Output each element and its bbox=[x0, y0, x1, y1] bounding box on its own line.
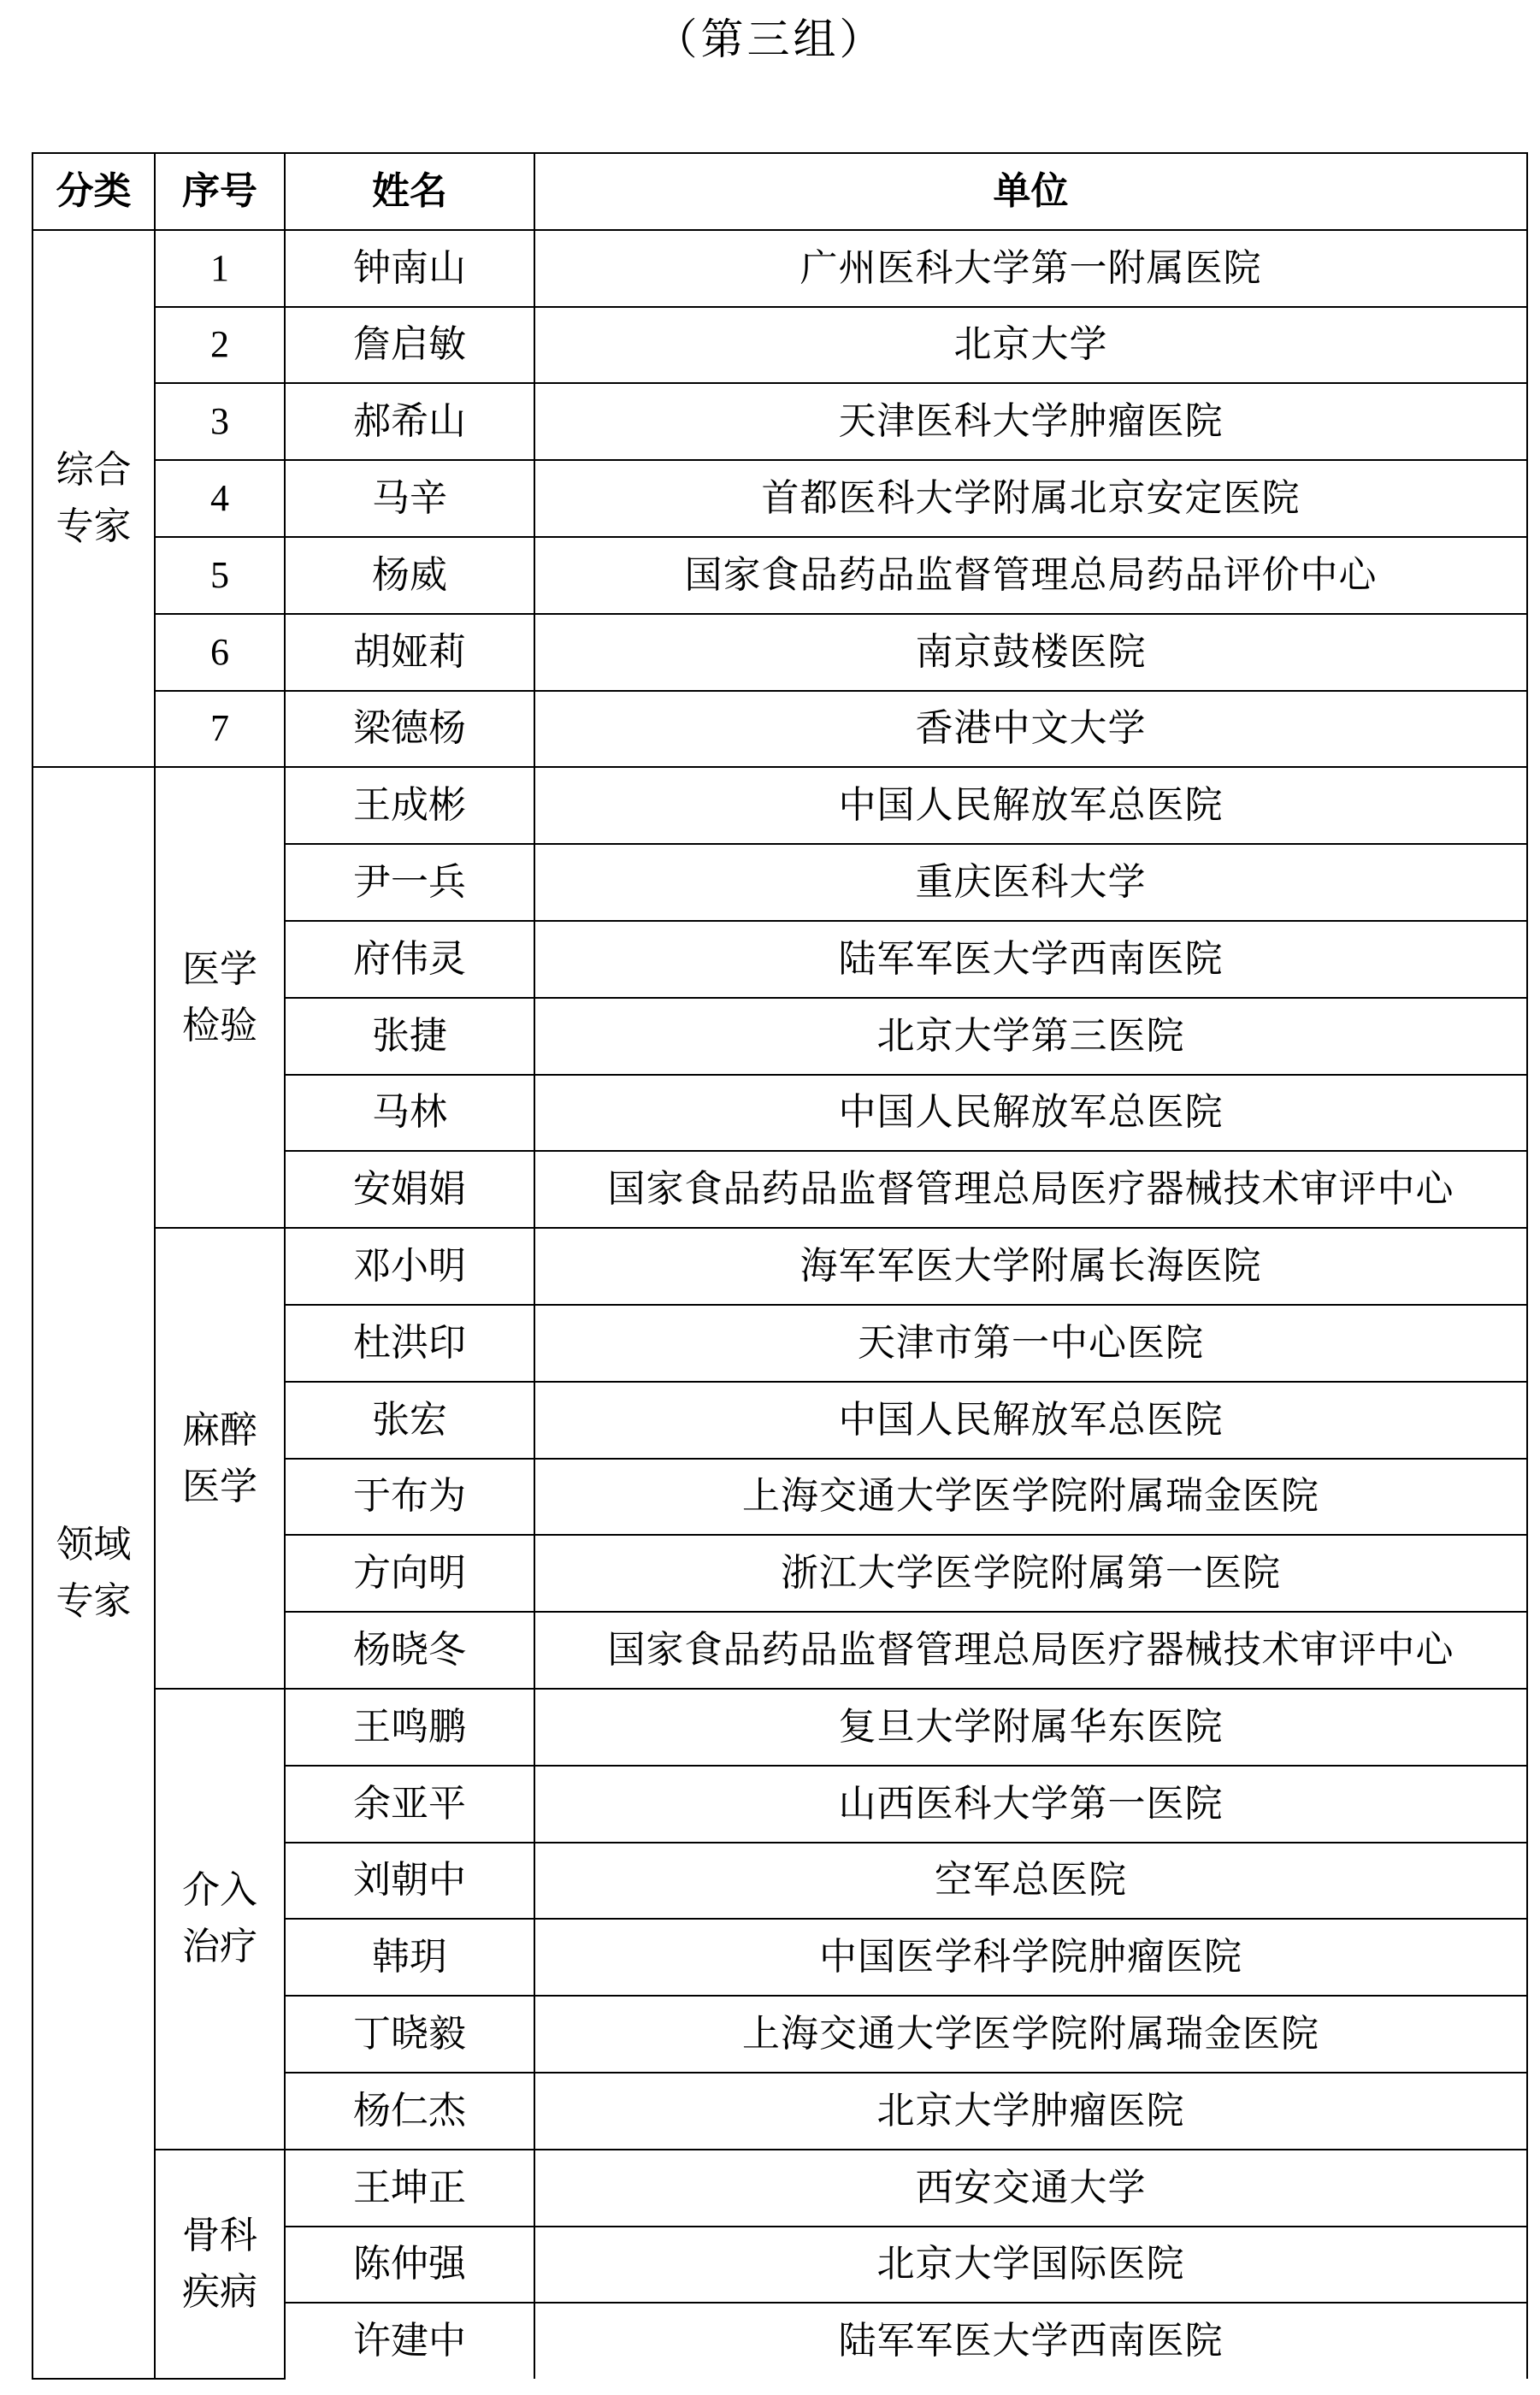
name-cell bbox=[285, 537, 534, 614]
unit-cell bbox=[534, 1382, 1527, 1459]
name-cell-text: 郝希山 bbox=[353, 399, 466, 444]
category-cell-general-text: 综合专家 bbox=[56, 448, 132, 549]
unit-cell-text: 中国医学科学院肿瘤医院 bbox=[819, 1935, 1242, 1979]
name-cell-text: 邓小明 bbox=[353, 1243, 466, 1288]
unit-cell bbox=[534, 767, 1527, 844]
name-cell bbox=[285, 307, 534, 384]
name-cell bbox=[285, 1535, 534, 1612]
name-cell-text: 马林 bbox=[372, 1090, 447, 1135]
subcategory-cell-text: 医学检验 bbox=[182, 947, 257, 1047]
name-cell-text: 刘朝中 bbox=[353, 1858, 466, 1902]
seq-cell bbox=[155, 460, 285, 537]
unit-cell bbox=[534, 307, 1527, 384]
unit-cell-text: 浙江大学医学院附属第一医院 bbox=[781, 1551, 1281, 1596]
name-cell bbox=[285, 1382, 534, 1459]
subcategory-cell bbox=[155, 1228, 285, 1689]
seq-cell bbox=[155, 230, 285, 307]
name-cell-text: 杨晓冬 bbox=[353, 1627, 466, 1672]
unit-cell bbox=[534, 998, 1527, 1075]
unit-cell-text: 国家食品药品监督管理总局药品评价中心 bbox=[684, 552, 1378, 597]
unit-cell bbox=[534, 2303, 1527, 2379]
name-cell bbox=[285, 1919, 534, 1996]
name-cell-text: 府伟灵 bbox=[353, 936, 466, 981]
seq-cell bbox=[155, 614, 285, 691]
unit-cell-text: 重庆医科大学 bbox=[915, 859, 1147, 904]
name-cell-text: 方向明 bbox=[353, 1551, 466, 1596]
table-body bbox=[32, 230, 1527, 2379]
name-cell-text: 丁晓毅 bbox=[353, 2011, 466, 2056]
name-cell bbox=[285, 1843, 534, 1920]
seq-cell-text: 1 bbox=[210, 246, 229, 289]
unit-cell bbox=[534, 2073, 1527, 2150]
seq-cell-text: 5 bbox=[210, 553, 229, 596]
unit-cell bbox=[534, 1612, 1527, 1689]
name-cell bbox=[285, 1228, 534, 1305]
seq-cell-text: 3 bbox=[210, 400, 229, 443]
name-cell-text: 钟南山 bbox=[353, 245, 466, 290]
subcategory-cell bbox=[155, 2150, 285, 2379]
unit-cell-text: 中国人民解放军总医院 bbox=[838, 783, 1224, 828]
name-cell bbox=[285, 2227, 534, 2304]
seq-cell bbox=[155, 537, 285, 614]
header-unit: 单位 bbox=[534, 153, 1527, 230]
unit-cell-text: 天津医科大学肿瘤医院 bbox=[838, 399, 1224, 444]
name-cell bbox=[285, 230, 534, 307]
page-title: （第三组） bbox=[654, 15, 886, 64]
name-cell-text: 张捷 bbox=[372, 1013, 447, 1058]
name-cell-text: 韩玥 bbox=[372, 1935, 447, 1979]
unit-cell bbox=[534, 2150, 1527, 2227]
table-row bbox=[32, 1228, 1527, 1305]
name-cell bbox=[285, 998, 534, 1075]
seq-cell-text: 7 bbox=[210, 707, 229, 750]
table-row bbox=[32, 767, 1527, 844]
unit-cell-text: 北京大学 bbox=[953, 322, 1108, 367]
unit-cell bbox=[534, 2227, 1527, 2304]
unit-cell bbox=[534, 1535, 1527, 1612]
unit-cell bbox=[534, 1459, 1527, 1536]
name-cell-text: 詹启敏 bbox=[353, 322, 466, 367]
name-cell-text: 胡娅莉 bbox=[353, 629, 466, 674]
unit-cell-text: 陆军军医大学西南医院 bbox=[838, 936, 1224, 981]
name-cell bbox=[285, 1151, 534, 1228]
name-cell bbox=[285, 2073, 534, 2150]
name-cell bbox=[285, 691, 534, 768]
unit-cell-text: 中国人民解放军总医院 bbox=[838, 1397, 1224, 1442]
name-cell bbox=[285, 1996, 534, 2073]
unit-cell bbox=[534, 614, 1527, 691]
unit-cell-text: 海军军医大学附属长海医院 bbox=[800, 1243, 1262, 1288]
unit-cell bbox=[534, 1919, 1527, 1996]
category-cell-field-text: 领域专家 bbox=[56, 1522, 132, 1623]
name-cell-text: 王鸣鹏 bbox=[353, 1704, 466, 1749]
unit-cell-text: 复旦大学附属华东医院 bbox=[838, 1704, 1224, 1749]
name-cell-text: 余亚平 bbox=[353, 1781, 466, 1826]
seq-cell-text: 2 bbox=[210, 323, 229, 366]
unit-cell-text: 国家食品药品监督管理总局医疗器械技术审评中心 bbox=[607, 1167, 1454, 1212]
name-cell-text: 杨仁杰 bbox=[353, 2088, 466, 2132]
name-cell-text: 于布为 bbox=[353, 1474, 466, 1519]
name-cell bbox=[285, 1305, 534, 1382]
experts-table bbox=[32, 152, 1528, 2380]
unit-cell-text: 上海交通大学医学院附属瑞金医院 bbox=[742, 1474, 1319, 1519]
unit-cell bbox=[534, 691, 1527, 768]
name-cell-text: 王坤正 bbox=[353, 2165, 466, 2209]
name-cell-text: 杨威 bbox=[372, 552, 447, 597]
name-cell-text: 陈仲强 bbox=[353, 2242, 466, 2286]
unit-cell-text: 北京大学第三医院 bbox=[876, 1013, 1185, 1058]
unit-cell-text: 北京大学肿瘤医院 bbox=[876, 2088, 1185, 2132]
table-row bbox=[32, 1689, 1527, 1766]
name-cell bbox=[285, 1075, 534, 1152]
unit-cell bbox=[534, 1996, 1527, 2073]
unit-cell bbox=[534, 921, 1527, 998]
unit-cell-text: 天津市第一中心医院 bbox=[858, 1320, 1204, 1365]
table-row bbox=[32, 537, 1527, 614]
subcategory-cell-text: 骨科疾病 bbox=[182, 2213, 257, 2314]
name-cell bbox=[285, 1689, 534, 1766]
seq-cell bbox=[155, 307, 285, 384]
subcategory-cell bbox=[155, 767, 285, 1228]
header-name: 姓名 bbox=[285, 153, 534, 230]
name-cell bbox=[285, 383, 534, 460]
name-cell bbox=[285, 767, 534, 844]
unit-cell bbox=[534, 844, 1527, 921]
unit-cell-text: 南京鼓楼医院 bbox=[915, 629, 1147, 674]
subcategory-cell bbox=[155, 1689, 285, 2150]
category-cell-general bbox=[32, 230, 155, 768]
unit-cell-text: 上海交通大学医学院附属瑞金医院 bbox=[742, 2011, 1319, 2056]
unit-cell-text: 中国人民解放军总医院 bbox=[838, 1090, 1224, 1135]
unit-cell bbox=[534, 1305, 1527, 1382]
unit-cell-text: 北京大学国际医院 bbox=[876, 2242, 1185, 2286]
name-cell bbox=[285, 614, 534, 691]
unit-cell-text: 香港中文大学 bbox=[915, 706, 1147, 751]
unit-cell bbox=[534, 1151, 1527, 1228]
name-cell bbox=[285, 1459, 534, 1536]
table-row bbox=[32, 2150, 1527, 2227]
category-cell-field bbox=[32, 767, 155, 2379]
name-cell bbox=[285, 844, 534, 921]
header-row bbox=[32, 153, 1527, 230]
unit-cell-text: 山西医科大学第一医院 bbox=[838, 1781, 1224, 1826]
table-row bbox=[32, 383, 1527, 460]
unit-cell bbox=[534, 230, 1527, 307]
unit-cell bbox=[534, 460, 1527, 537]
table-row bbox=[32, 460, 1527, 537]
table-row bbox=[32, 307, 1527, 384]
unit-cell bbox=[534, 1766, 1527, 1843]
unit-cell-text: 广州医科大学第一附属医院 bbox=[800, 245, 1262, 290]
seq-cell-text: 6 bbox=[210, 630, 229, 673]
unit-cell bbox=[534, 1228, 1527, 1305]
table-row bbox=[32, 230, 1527, 307]
subcategory-cell-text: 介入治疗 bbox=[182, 1868, 257, 1969]
seq-cell bbox=[155, 383, 285, 460]
unit-cell-text: 陆军军医大学西南医院 bbox=[838, 2319, 1224, 2363]
unit-cell-text: 国家食品药品监督管理总局医疗器械技术审评中心 bbox=[607, 1627, 1454, 1672]
unit-cell bbox=[534, 537, 1527, 614]
unit-cell-text: 西安交通大学 bbox=[915, 2165, 1147, 2209]
name-cell-text: 王成彬 bbox=[353, 783, 466, 828]
unit-cell bbox=[534, 383, 1527, 460]
name-cell bbox=[285, 1766, 534, 1843]
name-cell-text: 许建中 bbox=[353, 2319, 466, 2363]
name-cell-text: 杜洪印 bbox=[353, 1320, 466, 1365]
name-cell bbox=[285, 2303, 534, 2379]
name-cell bbox=[285, 2150, 534, 2227]
unit-cell bbox=[534, 1689, 1527, 1766]
name-cell-text: 尹一兵 bbox=[353, 859, 466, 904]
unit-cell bbox=[534, 1843, 1527, 1920]
name-cell-text: 马辛 bbox=[372, 475, 447, 520]
header-seq: 序号 bbox=[155, 153, 285, 230]
seq-cell bbox=[155, 691, 285, 768]
table-row bbox=[32, 691, 1527, 768]
table-row bbox=[32, 614, 1527, 691]
name-cell bbox=[285, 1612, 534, 1689]
seq-cell-text: 4 bbox=[210, 476, 229, 519]
name-cell bbox=[285, 921, 534, 998]
subcategory-cell-text: 麻醉医学 bbox=[182, 1407, 257, 1508]
unit-cell-text: 首都医科大学附属北京安定医院 bbox=[761, 475, 1301, 520]
header-category: 分类 bbox=[32, 153, 155, 230]
name-cell-text: 张宏 bbox=[372, 1397, 447, 1442]
unit-cell-text: 空军总医院 bbox=[935, 1858, 1127, 1902]
name-cell-text: 梁德杨 bbox=[353, 706, 466, 751]
name-cell-text: 安娟娟 bbox=[353, 1167, 466, 1212]
unit-cell bbox=[534, 1075, 1527, 1152]
name-cell bbox=[285, 460, 534, 537]
